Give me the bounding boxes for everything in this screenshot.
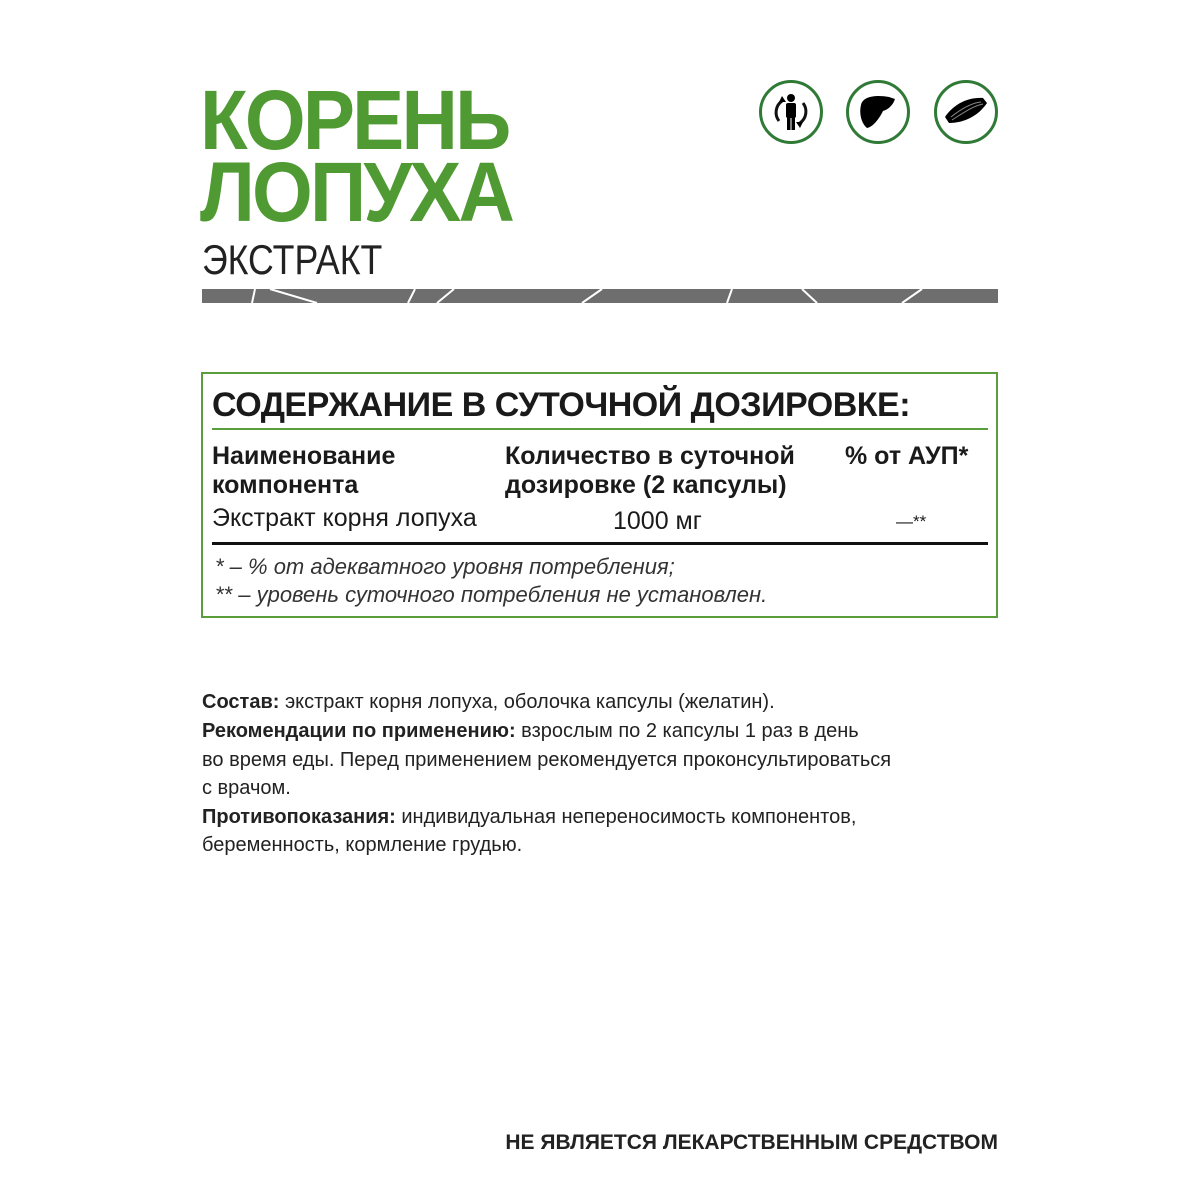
footnote-1: * – % от адекватного уровня потребления; <box>215 554 675 579</box>
component-quantity: 1000 мг <box>613 507 702 535</box>
composition-text: Состав: экстракт корня лопуха, оболочка капсулы (желатин). <box>202 691 775 713</box>
column-header-percent: % от АУП* <box>845 442 969 470</box>
component-percent: —** <box>896 512 927 531</box>
column-header-quantity: Количество в суточной дозировке (2 капсулы) <box>505 442 795 499</box>
product-title-line1: КОРЕНЬ <box>200 73 509 167</box>
product-subtitle: ЭКСТРАКТ <box>202 236 383 283</box>
usage-text: Рекомендации по применению: взрослым по 2 капсулы 1 раз в день <box>202 720 859 742</box>
disclaimer-footer: НЕ ЯВЛЯЕТСЯ ЛЕКАРСТВЕННЫМ СРЕДСТВОМ <box>505 1131 998 1154</box>
decorative-divider <box>202 289 998 303</box>
metabolism-icon <box>759 80 823 144</box>
usage-text-3: с врачом. <box>202 777 291 799</box>
component-name: Экстракт корня лопуха <box>212 504 477 532</box>
usage-text-2: во время еды. Перед применением рекомендуется проконсультироваться <box>202 749 892 771</box>
footnote-2: ** – уровень суточного потребления не установлен. <box>215 582 768 607</box>
heading-divider <box>212 428 988 430</box>
daily-dosage-table <box>201 372 998 618</box>
contraindications-text: Противопоказания: индивидуальная непереносимость компонентов, <box>202 806 857 828</box>
muscle-icon <box>934 80 998 144</box>
contraindications-text-2: беременность, кормление грудью. <box>202 834 523 856</box>
product-title-line2: ЛОПУХА <box>200 145 513 239</box>
liver-icon <box>846 80 910 144</box>
column-header-name: Наименование компонента <box>212 442 396 499</box>
table-heading: СОДЕРЖАНИЕ В СУТОЧНОЙ ДОЗИРОВКЕ: <box>212 386 911 424</box>
table-divider <box>212 542 988 545</box>
